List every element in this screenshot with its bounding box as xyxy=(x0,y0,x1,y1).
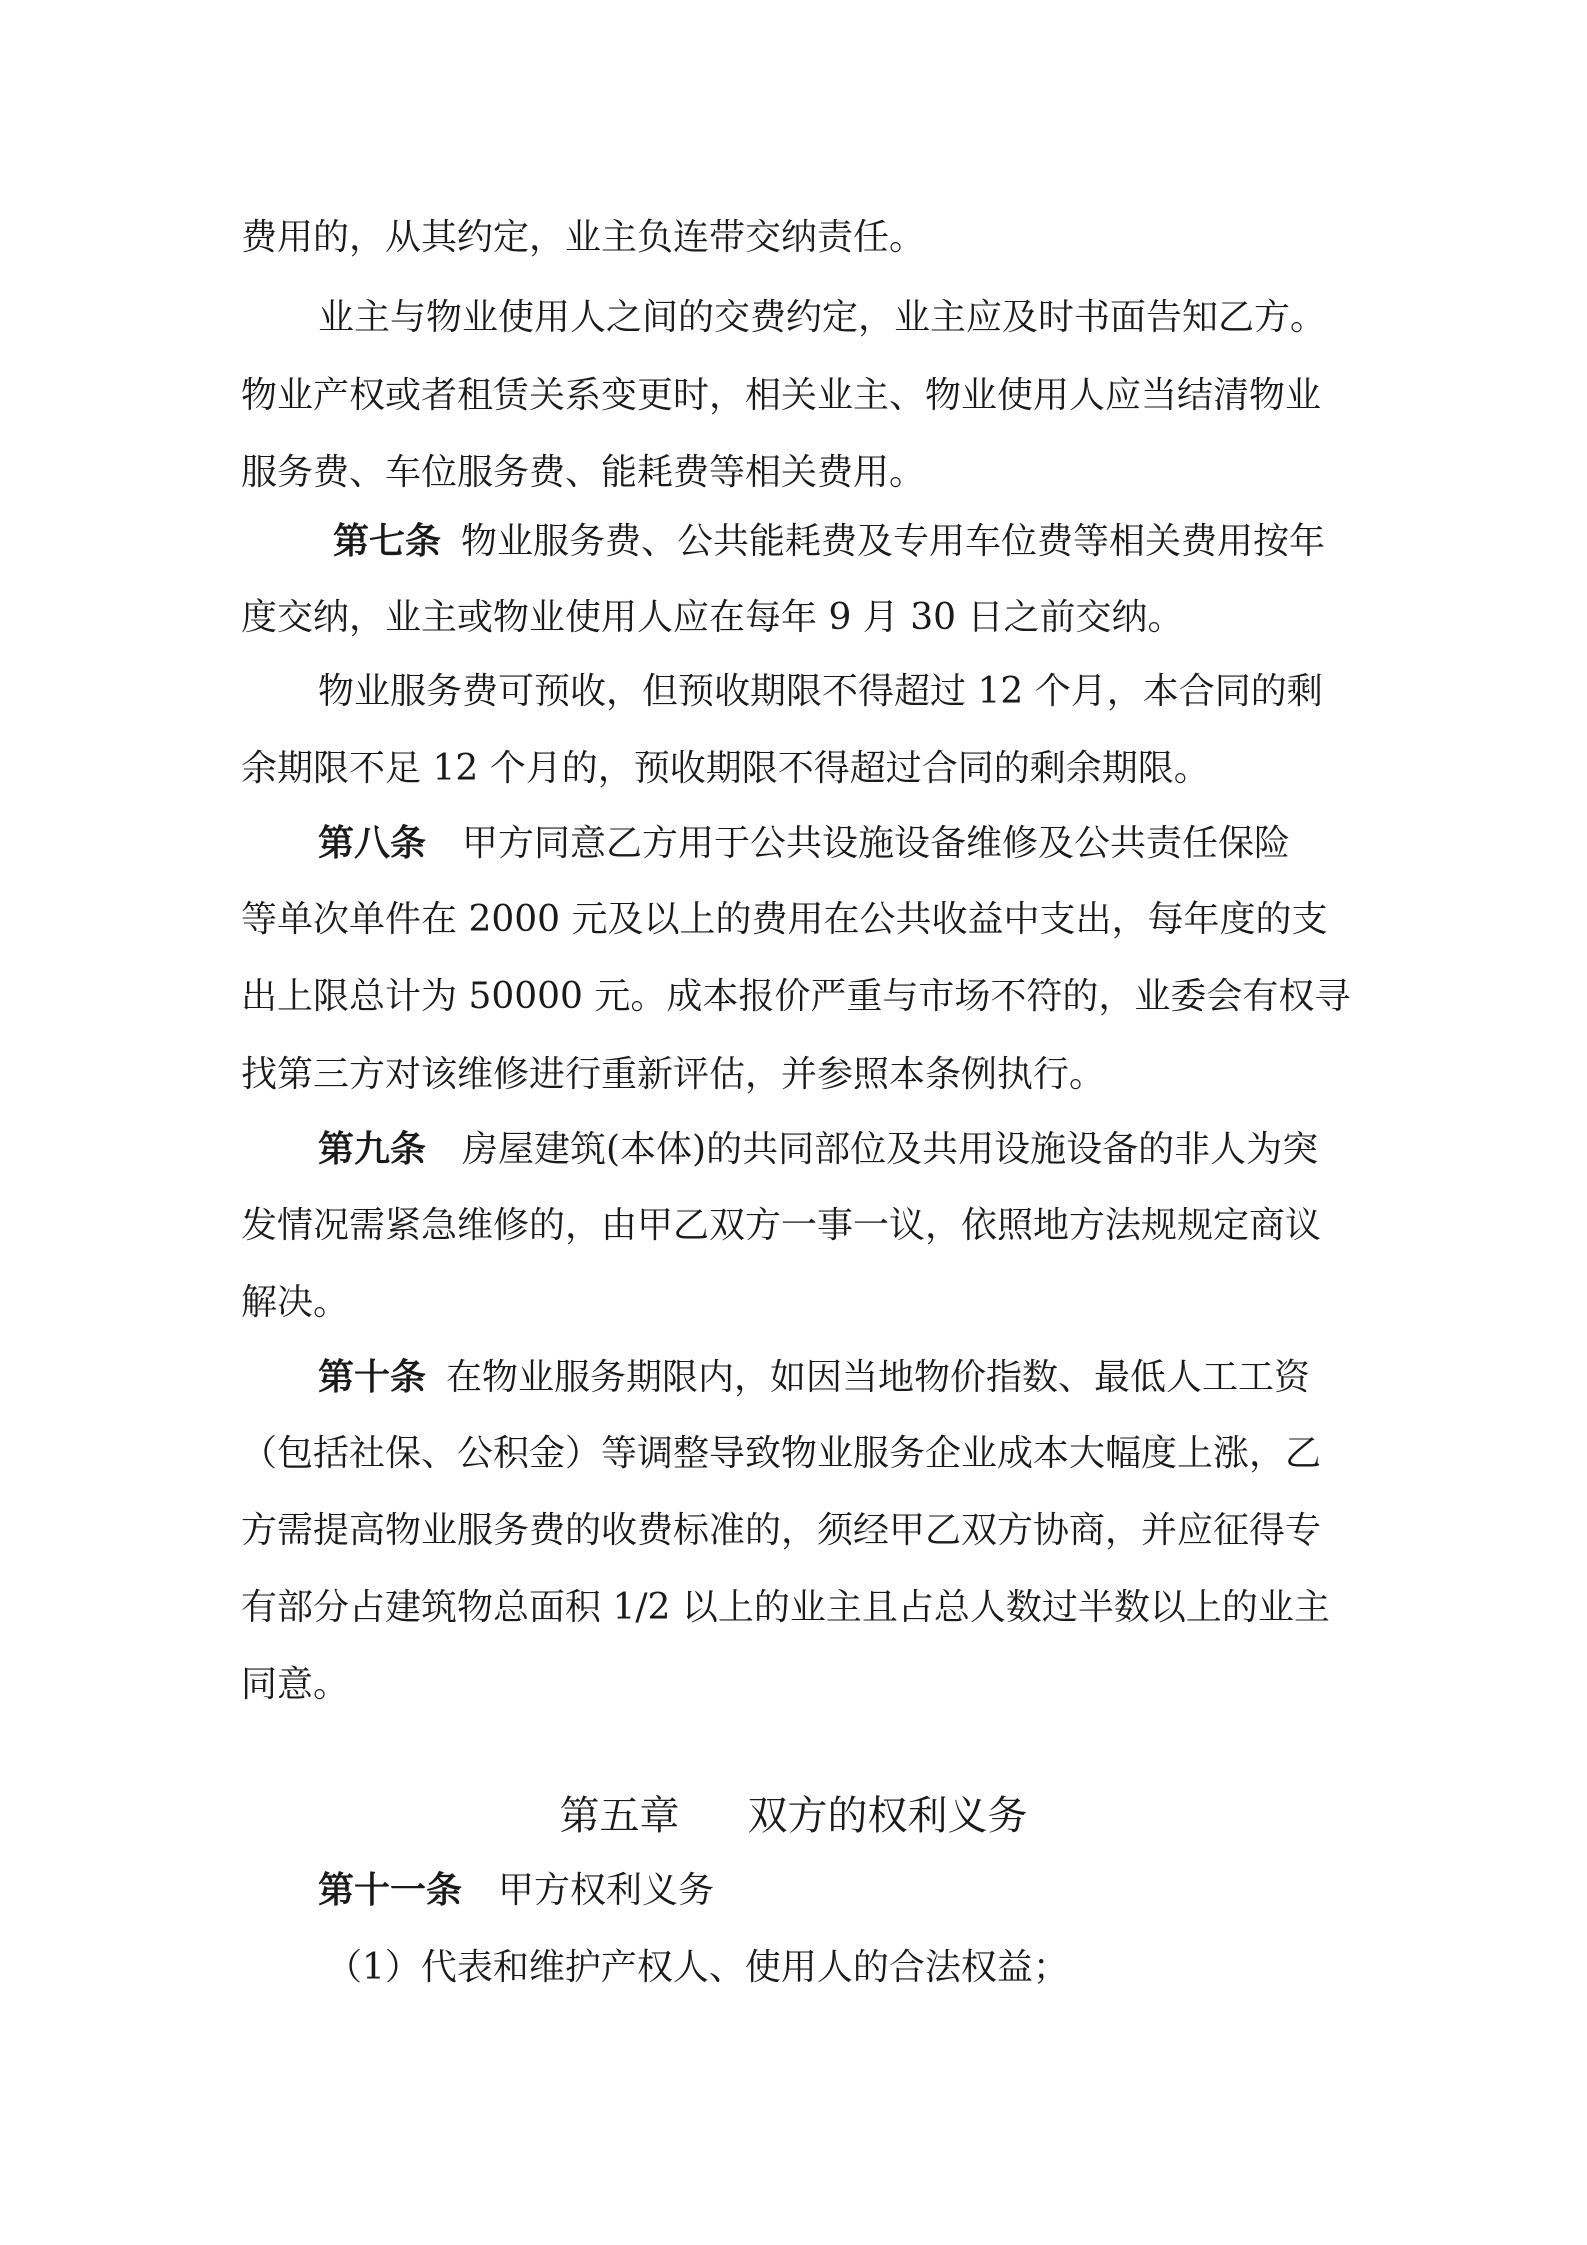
paragraph-line: 余期限不足 12 个月的，预收期限不得超过合同的剩余期限。 xyxy=(241,748,1210,789)
paragraph-line: （包括社保、公积金）等调整导致物业服务企业成本大幅度上涨，乙 xyxy=(241,1433,1322,1474)
article-7-line xyxy=(333,516,1351,567)
article-8-line xyxy=(318,818,1351,869)
paragraph-line: 业主与物业使用人之间的交费约定，业主应及时书面告知乙方。 xyxy=(318,297,1327,338)
article-10-line xyxy=(318,1352,1351,1403)
paragraph-line: 服务费、车位服务费、能耗费等相关费用。 xyxy=(241,452,926,493)
paragraph-line: 出上限总计为 50000 元。成本报价严重与市场不符的，业委会有权寻 xyxy=(241,976,1351,1017)
article-title: 第七条 xyxy=(333,520,442,562)
article-title: 第十条 xyxy=(318,1356,427,1398)
chapter-title: 双方的权利义务 xyxy=(747,1793,1028,1839)
article-subtitle: 甲方权利义务 xyxy=(498,1870,715,1911)
article-title: 第九条 xyxy=(318,1128,427,1170)
article-text: 物业服务费、公共能耗费及专用车位费等相关费用按年 xyxy=(461,521,1326,562)
chapter-number: 第五章 xyxy=(559,1793,680,1839)
paragraph-line: 物业服务费可预收，但预收期限不得超过 12 个月，本合同的剩 xyxy=(318,671,1323,712)
list-item: （1）代表和维护产权人、使用人的合法权益； xyxy=(326,1947,1069,1988)
paragraph-line: 物业产权或者租赁关系变更时，相关业主、物业使用人应当结清物业 xyxy=(241,375,1322,416)
article-title: 第八条 xyxy=(318,822,427,864)
paragraph-line: 方需提高物业服务费的收费标准的，须经甲乙双方协商，并应征得专 xyxy=(241,1510,1322,1551)
paragraph-line: 发情况需紧急维修的，由甲乙双方一事一议，依照地方法规规定商议 xyxy=(241,1205,1322,1246)
article-title: 第十一条 xyxy=(318,1869,463,1911)
article-9-line xyxy=(318,1124,1351,1175)
paragraph-line: 有部分占建筑物总面积 1/2 以上的业主且占总人数过半数以上的业主 xyxy=(241,1587,1330,1628)
article-11-line xyxy=(318,1865,1351,1916)
paragraph-line: 等单次单件在 2000 元及以上的费用在公共收益中支出，每年度的支 xyxy=(241,899,1328,940)
article-text: 在物业服务期限内，如因当地物价指数、最低人工工资 xyxy=(446,1357,1311,1398)
paragraph-line: 费用的，从其约定，业主负连带交纳责任。 xyxy=(241,217,926,258)
chapter-heading xyxy=(0,1788,1587,1844)
paragraph-line: 找第三方对该维修进行重新评估，并参照本条例执行。 xyxy=(241,1054,1106,1095)
article-text: 甲方同意乙方用于公共设施设备维修及公共责任保险 xyxy=(462,823,1291,864)
paragraph-line: 度交纳，业主或物业使用人应在每年 9 月 30 日之前交纳。 xyxy=(241,597,1184,638)
article-text: 房屋建筑(本体)的共同部位及共用设施设备的非人为突 xyxy=(462,1129,1319,1170)
paragraph-line: 解决。 xyxy=(241,1282,350,1323)
paragraph-line: 同意。 xyxy=(241,1664,350,1705)
